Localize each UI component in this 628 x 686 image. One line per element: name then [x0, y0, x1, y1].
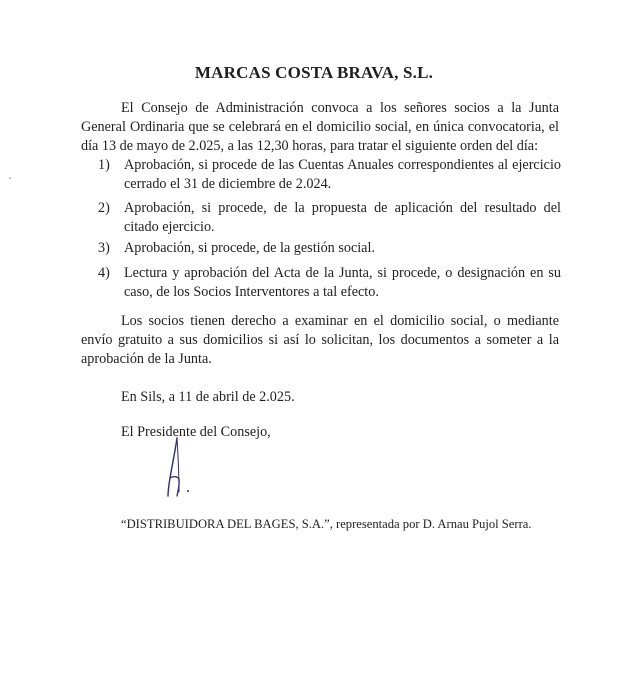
closing-paragraph: Los socios tienen derecho a examinar en el domicilio social, o mediante envío gratuito a sus domicilios si así lo solicitan, los documentos a someter a la aprobación de la Junta.	[81, 313, 559, 367]
place-date: En Sils, a 11 de abril de 2.025.	[121, 389, 295, 405]
scan-speck	[9, 177, 11, 179]
represented-by: “DISTRIBUIDORA DEL BAGES, S.A.”, representada por D. Arnau Pujol Serra.	[121, 517, 532, 531]
agenda-item-number: 3)	[98, 240, 110, 256]
agenda-item-text: Lectura y aprobación del Acta de la Junta, si procede, o designación en su caso, de los Socios Interventores a tal efecto.	[124, 265, 561, 300]
handwritten-signature	[160, 432, 200, 507]
company-title: MARCAS COSTA BRAVA, S.L.	[194, 63, 434, 82]
intro-paragraph: El Consejo de Administración convoca a los señores socios a la Junta General Ordinaria que se celebrará en el domicilio social, en única convocatoria, el día 13 de mayo de 2.025, a las 12,30 horas, para tratar el siguiente orden del día:	[81, 100, 559, 154]
agenda-item-number: 1)	[98, 157, 110, 173]
agenda-item-text: Aprobación, si procede, de la propuesta de aplicación del resultado del citado ejercicio.	[124, 200, 561, 235]
agenda-item-number: 4)	[98, 265, 110, 281]
agenda-item-number: 2)	[98, 200, 110, 216]
agenda-item-text: Aprobación, si procede de las Cuentas Anuales correspondientes al ejercicio cerrado el 31 de diciembre de 2.024.	[124, 157, 561, 192]
agenda-item-text: Aprobación, si procede, de la gestión social.	[124, 240, 375, 256]
signatory-role: El Presidente del Consejo,	[121, 424, 271, 440]
